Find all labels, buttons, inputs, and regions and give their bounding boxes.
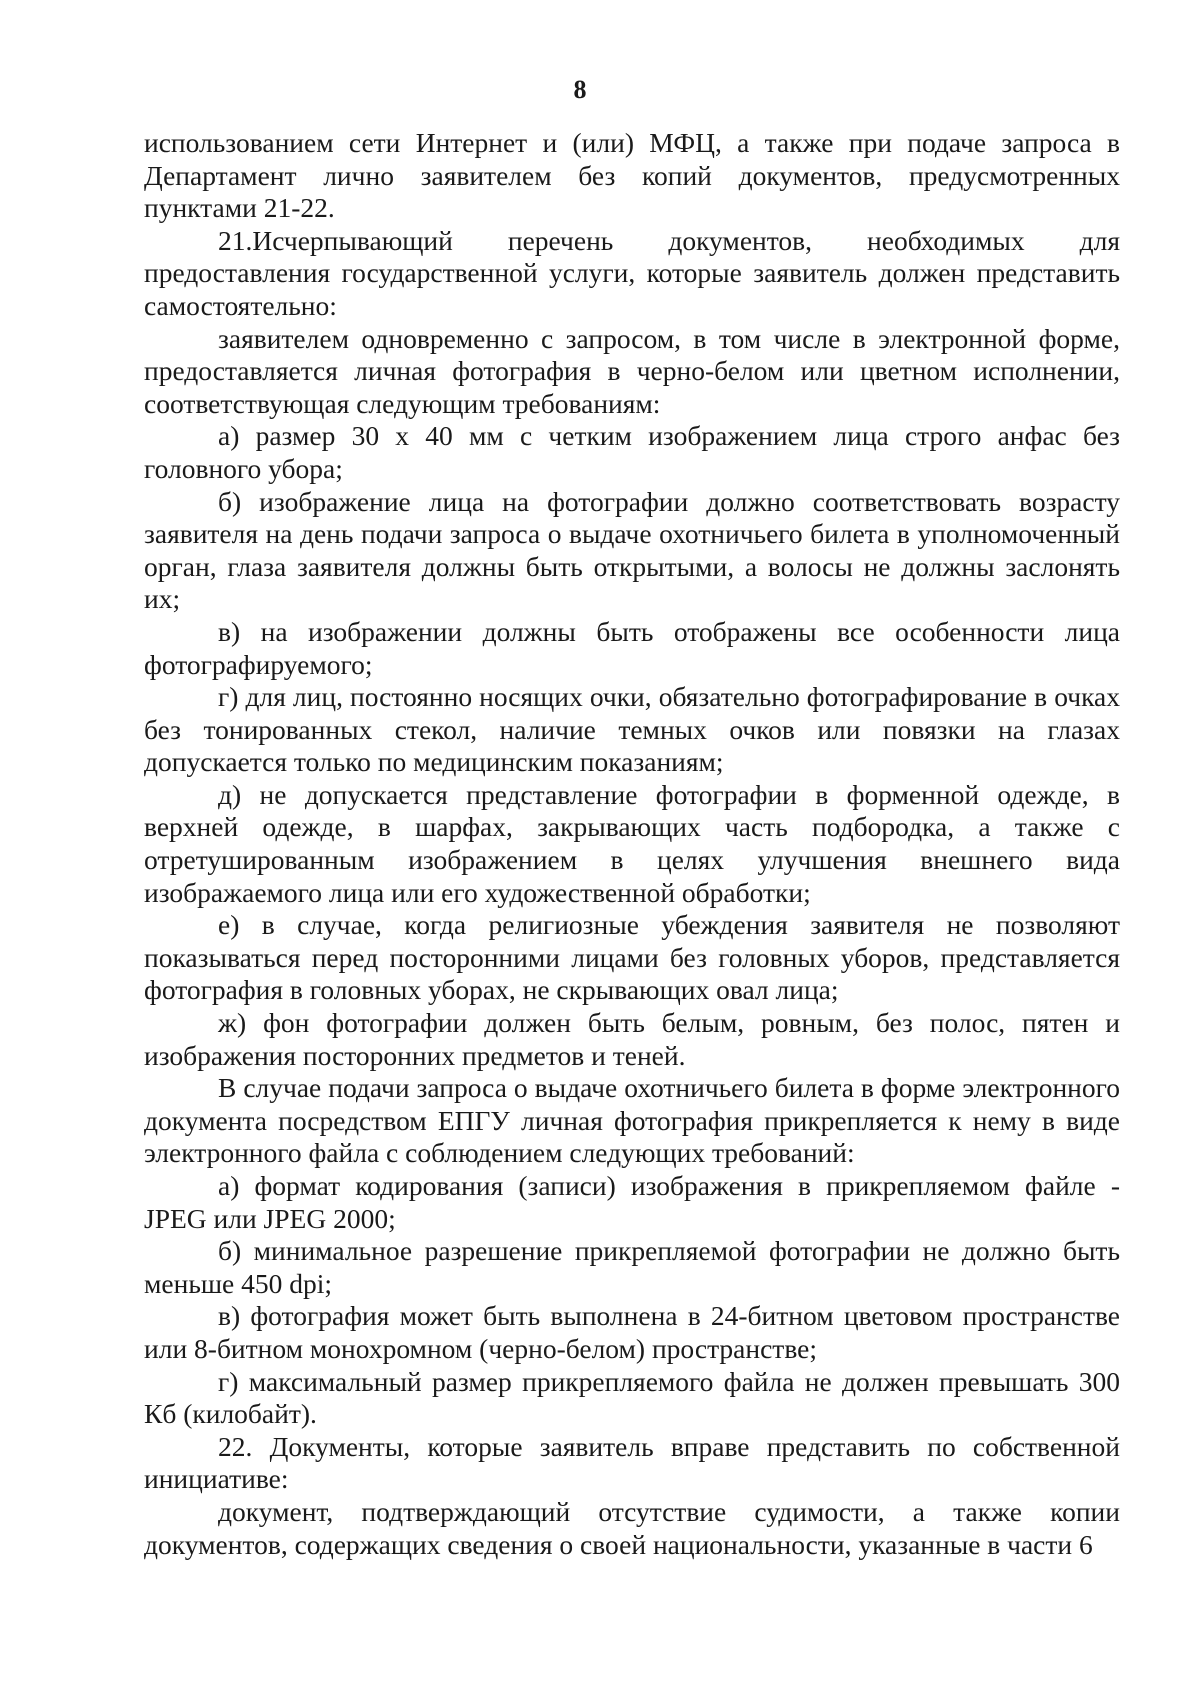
list-item-e: е) в случае, когда религиозные убеждения заявителя не позволяют показываться перед посторонними лицами без головных уборов, представляется фотография в головных уборах, не скрывающих овал лица;	[144, 909, 1120, 1006]
paragraph-item-22: 22. Документы, которые заявитель вправе представить по собственной инициативе:	[144, 1430, 1120, 1495]
paragraph-item-21: 21.Исчерпывающий перечень документов, необходимых для предоставления государственной услуги, которые заявитель должен представить самостоятельно:	[144, 224, 1120, 321]
file-req-a: а) формат кодирования (записи) изображения в прикрепляемом файле - JPEG или JPEG 2000;	[144, 1170, 1120, 1234]
document-body	[144, 127, 1120, 1561]
paragraph-optional-documents: документ, подтверждающий отсутствие судимости, а также копии документов, содержащих сведения о своей национальности, указанные в части 6	[144, 1495, 1120, 1560]
file-req-b: б) минимальное разрешение прикрепляемой фотографии не должно быть меньше 450 dpi;	[144, 1235, 1120, 1299]
file-req-v: в) фотография может быть выполнена в 24-битном цветовом пространстве или 8-битном монохромном (черно-белом) пространстве;	[144, 1300, 1120, 1364]
page-number: 8	[573, 75, 587, 104]
list-item-b: б) изображение лица на фотографии должно соответствовать возрасту заявителя на день подачи запроса о выдаче охотничьего билета в уполномоченный орган, глаза заявителя должны быть открытыми, а волосы не должны заслонять их;	[144, 485, 1120, 615]
list-item-zh: ж) фон фотографии должен быть белым, ровным, без полос, пятен и изображения посторонних предметов и теней.	[144, 1007, 1120, 1071]
file-req-g: г) максимальный размер прикрепляемого файла не должен превышать 300 Кб (килобайт).	[144, 1365, 1120, 1430]
paragraph-photo-requirement: заявителем одновременно с запросом, в том числе в электронной форме, предоставляется личная фотография в черно-белом или цветном исполнении, соответствующая следующим требованиям:	[144, 322, 1120, 419]
paragraph-electronic-submission: В случае подачи запроса о выдаче охотничьего билета в форме электронного документа посредством ЕПГУ личная фотография прикрепляется к нему в виде электронного файла с соблюдением следующих требований:	[144, 1072, 1120, 1169]
list-item-v: в) на изображении должны быть отображены все особенности лица фотографируемого;	[144, 615, 1120, 680]
list-item-d: д) не допускается представление фотографии в форменной одежде, в верхней одежде, в шарфах, закрывающих часть подбородка, а также с отретушированным изображением в целях улучшения внешнего вида изображаемого лица или его художественной обработки;	[144, 778, 1120, 908]
list-item-a: а) размер 30 x 40 мм с четким изображением лица строго анфас без головного убора;	[144, 420, 1120, 484]
list-item-g: г) для лиц, постоянно носящих очки, обязательно фотографирование в очках без тонированных стекол, наличие темных очков или повязки на глазах допускается только по медицинским показаниям;	[144, 681, 1120, 778]
paragraph-continuation: использованием сети Интернет и (или) МФЦ, а также при подаче запроса в Департамент лично заявителем без копий документов, предусмотренных пунктами 21-22.	[144, 127, 1120, 224]
